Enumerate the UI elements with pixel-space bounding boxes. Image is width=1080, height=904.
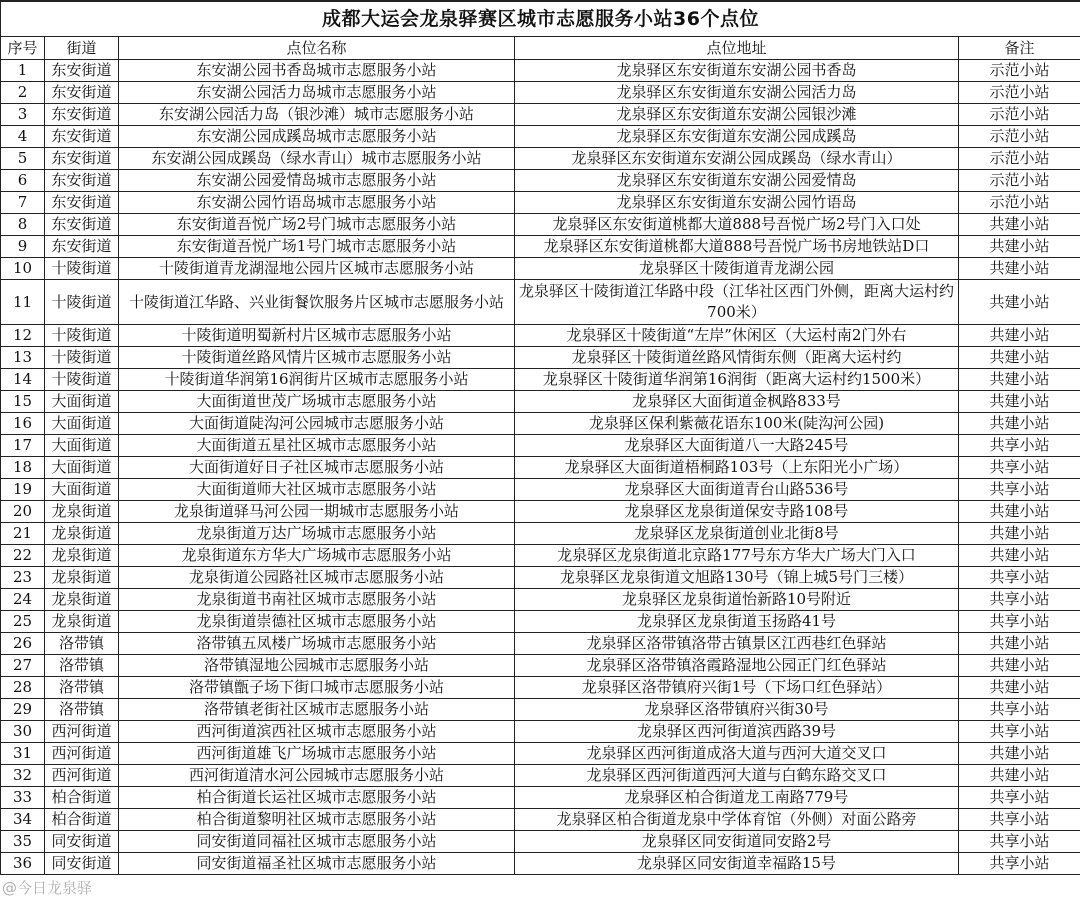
- cell-note: 共建小站: [959, 743, 1080, 765]
- cell-address: 龙泉驿区大面街道金枫路833号: [515, 391, 959, 413]
- cell-note: 示范小站: [959, 126, 1080, 148]
- cell-street: 十陵街道: [45, 369, 119, 391]
- cell-address: 龙泉驿区十陵街道丝路风情街东侧（距离大运村约: [515, 347, 959, 369]
- cell-station-name: 龙泉街道驿马河公园一期城市志愿服务小站: [119, 501, 515, 523]
- cell-address: 龙泉驿区龙泉街道文旭路130号（锦上城5号门三楼）: [515, 567, 959, 589]
- table-row: [1, 170, 1080, 192]
- cell-address: 龙泉驿区洛带镇洛带古镇景区江西巷红色驿站: [515, 633, 959, 655]
- table-row: [1, 523, 1080, 545]
- cell-address: 龙泉驿区西河街道西河大道与白鹤东路交叉口: [515, 765, 959, 787]
- cell-station-name: 西河街道雄飞广场城市志愿服务小站: [119, 743, 515, 765]
- table-row: [1, 347, 1080, 369]
- cell-index: 17: [1, 435, 45, 457]
- cell-note: 共享小站: [959, 589, 1080, 611]
- table-row: [1, 435, 1080, 457]
- cell-station-name: 东安湖公园活力岛（银沙滩）城市志愿服务小站: [119, 104, 515, 126]
- cell-street: 柏合街道: [45, 787, 119, 809]
- table-row: [1, 148, 1080, 170]
- table-row: [1, 479, 1080, 501]
- cell-index: 3: [1, 104, 45, 126]
- cell-note: 示范小站: [959, 170, 1080, 192]
- cell-street: 东安街道: [45, 236, 119, 258]
- cell-note: 共建小站: [959, 280, 1080, 325]
- cell-address: 龙泉驿区东安街道东安湖公园爱情岛: [515, 170, 959, 192]
- cell-station-name: 龙泉街道东方华大广场城市志愿服务小站: [119, 545, 515, 567]
- table-row: [1, 82, 1080, 104]
- cell-station-name: 西河街道滨西社区城市志愿服务小站: [119, 721, 515, 743]
- table-title: 成都大运会龙泉驿赛区城市志愿服务小站36个点位: [1, 1, 1080, 37]
- cell-station-name: 东安湖公园成蹊岛城市志愿服务小站: [119, 126, 515, 148]
- table-row: [1, 743, 1080, 765]
- cell-index: 34: [1, 809, 45, 831]
- table-row: [1, 633, 1080, 655]
- title-row: [1, 1, 1080, 37]
- table-row: [1, 567, 1080, 589]
- cell-station-name: 柏合街道长运社区城市志愿服务小站: [119, 787, 515, 809]
- cell-index: 14: [1, 369, 45, 391]
- cell-station-name: 大面街道世茂广场城市志愿服务小站: [119, 391, 515, 413]
- cell-note: 共建小站: [959, 501, 1080, 523]
- table-row: [1, 236, 1080, 258]
- cell-index: 29: [1, 699, 45, 721]
- table-row: [1, 545, 1080, 567]
- cell-index: 10: [1, 258, 45, 280]
- cell-street: 同安街道: [45, 831, 119, 853]
- cell-index: 33: [1, 787, 45, 809]
- cell-note: 共建小站: [959, 677, 1080, 699]
- table-row: [1, 60, 1080, 82]
- cell-station-name: 洛带镇老街社区城市志愿服务小站: [119, 699, 515, 721]
- cell-index: 18: [1, 457, 45, 479]
- table-row: [1, 765, 1080, 787]
- cell-note: 共建小站: [959, 347, 1080, 369]
- table-row: [1, 655, 1080, 677]
- cell-station-name: 大面街道好日子社区城市志愿服务小站: [119, 457, 515, 479]
- cell-note: 共建小站: [959, 325, 1080, 347]
- cell-street: 洛带镇: [45, 677, 119, 699]
- table-row: [1, 589, 1080, 611]
- table-row: [1, 457, 1080, 479]
- cell-street: 龙泉街道: [45, 523, 119, 545]
- cell-station-name: 同安街道同福社区城市志愿服务小站: [119, 831, 515, 853]
- cell-station-name: 大面街道陡沟河公园城市志愿服务小站: [119, 413, 515, 435]
- cell-address: 龙泉驿区东安街道东安湖公园书香岛: [515, 60, 959, 82]
- cell-address: 龙泉驿区东安街道东安湖公园银沙滩: [515, 104, 959, 126]
- cell-station-name: 十陵街道丝路风情片区城市志愿服务小站: [119, 347, 515, 369]
- cell-note: 共建小站: [959, 545, 1080, 567]
- cell-index: 1: [1, 60, 45, 82]
- table-row: [1, 699, 1080, 721]
- cell-station-name: 十陵街道江华路、兴业街餐饮服务片区城市志愿服务小站: [119, 280, 515, 325]
- cell-address: 龙泉驿区十陵街道青龙湖公园: [515, 258, 959, 280]
- cell-street: 大面街道: [45, 413, 119, 435]
- cell-note: 共享小站: [959, 457, 1080, 479]
- cell-index: 27: [1, 655, 45, 677]
- cell-index: 7: [1, 192, 45, 214]
- cell-station-name: 大面街道五星社区城市志愿服务小站: [119, 435, 515, 457]
- cell-index: 20: [1, 501, 45, 523]
- cell-note: 共享小站: [959, 721, 1080, 743]
- cell-note: 共享小站: [959, 611, 1080, 633]
- cell-address: 龙泉驿区洛带镇府兴街1号（下场口红色驿站）: [515, 677, 959, 699]
- cell-note: 示范小站: [959, 82, 1080, 104]
- table-row: [1, 611, 1080, 633]
- table-row: [1, 853, 1080, 875]
- cell-note: 共建小站: [959, 633, 1080, 655]
- cell-station-name: 洛带镇五凤楼广场城市志愿服务小站: [119, 633, 515, 655]
- cell-street: 十陵街道: [45, 347, 119, 369]
- column-header-index: 序号: [1, 37, 45, 60]
- cell-address: 龙泉驿区洛带镇府兴街30号: [515, 699, 959, 721]
- cell-note: 共享小站: [959, 831, 1080, 853]
- table-row: [1, 280, 1080, 325]
- cell-address: 龙泉驿区柏合街道龙泉中学体育馆（外侧）对面公路旁: [515, 809, 959, 831]
- table-row: [1, 104, 1080, 126]
- cell-street: 西河街道: [45, 743, 119, 765]
- cell-index: 28: [1, 677, 45, 699]
- cell-address: 龙泉驿区东安街道东安湖公园竹语岛: [515, 192, 959, 214]
- cell-station-name: 柏合街道黎明社区城市志愿服务小站: [119, 809, 515, 831]
- cell-address: 龙泉驿区十陵街道华润第16润街（距离大运村约1500米）: [515, 369, 959, 391]
- table-row: [1, 258, 1080, 280]
- cell-address: 龙泉驿区西河街道滨西路39号: [515, 721, 959, 743]
- cell-index: 30: [1, 721, 45, 743]
- cell-index: 36: [1, 853, 45, 875]
- cell-index: 8: [1, 214, 45, 236]
- table-row: [1, 413, 1080, 435]
- table-row: [1, 325, 1080, 347]
- cell-station-name: 龙泉街道公园路社区城市志愿服务小站: [119, 567, 515, 589]
- cell-index: 22: [1, 545, 45, 567]
- cell-station-name: 龙泉街道崇德社区城市志愿服务小站: [119, 611, 515, 633]
- cell-address: 龙泉驿区东安街道东安湖公园成蹊岛（绿水青山）: [515, 148, 959, 170]
- cell-street: 东安街道: [45, 82, 119, 104]
- cell-street: 大面街道: [45, 435, 119, 457]
- cell-note: 示范小站: [959, 60, 1080, 82]
- cell-index: 31: [1, 743, 45, 765]
- cell-station-name: 洛带镇湿地公园城市志愿服务小站: [119, 655, 515, 677]
- cell-index: 35: [1, 831, 45, 853]
- cell-station-name: 同安街道福圣社区城市志愿服务小站: [119, 853, 515, 875]
- table-row: [1, 809, 1080, 831]
- table-row: [1, 787, 1080, 809]
- cell-street: 东安街道: [45, 148, 119, 170]
- column-header-street: 街道: [45, 37, 119, 60]
- cell-note: 共享小站: [959, 787, 1080, 809]
- cell-street: 龙泉街道: [45, 611, 119, 633]
- cell-station-name: 龙泉街道万达广场城市志愿服务小站: [119, 523, 515, 545]
- cell-index: 2: [1, 82, 45, 104]
- cell-address: 龙泉驿区洛带镇洛霞路湿地公园正门红色驿站: [515, 655, 959, 677]
- cell-index: 16: [1, 413, 45, 435]
- cell-index: 13: [1, 347, 45, 369]
- cell-street: 柏合街道: [45, 809, 119, 831]
- cell-street: 洛带镇: [45, 655, 119, 677]
- cell-address: 龙泉驿区保利紫薇花语东100米(陡沟河公园): [515, 413, 959, 435]
- cell-note: 共享小站: [959, 479, 1080, 501]
- table-row: [1, 214, 1080, 236]
- watermark: @今日龙泉驿: [2, 879, 93, 897]
- cell-street: 西河街道: [45, 765, 119, 787]
- cell-address: 龙泉驿区龙泉街道保安寺路108号: [515, 501, 959, 523]
- cell-note: 共建小站: [959, 391, 1080, 413]
- cell-station-name: 东安街道吾悦广场2号门城市志愿服务小站: [119, 214, 515, 236]
- cell-station-name: 东安湖公园活力岛城市志愿服务小站: [119, 82, 515, 104]
- cell-street: 十陵街道: [45, 325, 119, 347]
- cell-note: 共建小站: [959, 214, 1080, 236]
- table-body: [1, 60, 1080, 875]
- cell-note: 共享小站: [959, 809, 1080, 831]
- cell-street: 龙泉街道: [45, 589, 119, 611]
- cell-street: 十陵街道: [45, 258, 119, 280]
- cell-note: 共建小站: [959, 655, 1080, 677]
- table-row: [1, 677, 1080, 699]
- column-header-station-name: 点位名称: [119, 37, 515, 60]
- cell-street: 洛带镇: [45, 633, 119, 655]
- cell-index: 21: [1, 523, 45, 545]
- cell-address: 龙泉驿区东安街道桃都大道888号吾悦广场2号门入口处: [515, 214, 959, 236]
- cell-street: 东安街道: [45, 104, 119, 126]
- cell-note: 共享小站: [959, 699, 1080, 721]
- cell-index: 6: [1, 170, 45, 192]
- cell-address: 龙泉驿区十陵街道江华路中段（江华社区西门外侧，距离大运村约700米）: [515, 280, 959, 325]
- table-row: [1, 192, 1080, 214]
- cell-index: 32: [1, 765, 45, 787]
- cell-note: 示范小站: [959, 104, 1080, 126]
- cell-street: 东安街道: [45, 214, 119, 236]
- cell-index: 26: [1, 633, 45, 655]
- column-header-note: 备注: [959, 37, 1080, 60]
- cell-street: 大面街道: [45, 457, 119, 479]
- cell-index: 15: [1, 391, 45, 413]
- cell-index: 4: [1, 126, 45, 148]
- cell-note: 示范小站: [959, 148, 1080, 170]
- cell-street: 龙泉街道: [45, 501, 119, 523]
- cell-street: 龙泉街道: [45, 567, 119, 589]
- cell-address: 龙泉驿区龙泉街道北京路177号东方华大广场大门入口: [515, 545, 959, 567]
- column-header-address: 点位地址: [515, 37, 959, 60]
- cell-index: 19: [1, 479, 45, 501]
- cell-address: 龙泉驿区大面街道青台山路536号: [515, 479, 959, 501]
- cell-station-name: 十陵街道青龙湖湿地公园片区城市志愿服务小站: [119, 258, 515, 280]
- cell-street: 大面街道: [45, 391, 119, 413]
- cell-note: 共建小站: [959, 369, 1080, 391]
- cell-station-name: 东安湖公园成蹊岛（绿水青山）城市志愿服务小站: [119, 148, 515, 170]
- header-row: [1, 37, 1080, 60]
- cell-station-name: 十陵街道华润第16润街片区城市志愿服务小站: [119, 369, 515, 391]
- cell-station-name: 西河街道清水河公园城市志愿服务小站: [119, 765, 515, 787]
- cell-street: 十陵街道: [45, 280, 119, 325]
- cell-address: 龙泉驿区柏合街道龙工南路779号: [515, 787, 959, 809]
- table-row: [1, 831, 1080, 853]
- cell-station-name: 东安湖公园爱情岛城市志愿服务小站: [119, 170, 515, 192]
- cell-station-name: 洛带镇甑子场下街口城市志愿服务小站: [119, 677, 515, 699]
- cell-station-name: 东安街道吾悦广场1号门城市志愿服务小站: [119, 236, 515, 258]
- cell-address: 龙泉驿区龙泉街道玉扬路41号: [515, 611, 959, 633]
- table-row: [1, 126, 1080, 148]
- cell-address: 龙泉驿区同安街道同安路2号: [515, 831, 959, 853]
- cell-address: 龙泉驿区东安街道东安湖公园活力岛: [515, 82, 959, 104]
- cell-station-name: 东安湖公园书香岛城市志愿服务小站: [119, 60, 515, 82]
- table-row: [1, 369, 1080, 391]
- cell-note: 共建小站: [959, 258, 1080, 280]
- cell-address: 龙泉驿区西河街道成洛大道与西河大道交叉口: [515, 743, 959, 765]
- cell-address: 龙泉驿区大面街道八一大路245号: [515, 435, 959, 457]
- cell-station-name: 东安湖公园竹语岛城市志愿服务小站: [119, 192, 515, 214]
- cell-street: 西河街道: [45, 721, 119, 743]
- cell-street: 洛带镇: [45, 699, 119, 721]
- cell-note: 共建小站: [959, 765, 1080, 787]
- cell-street: 东安街道: [45, 192, 119, 214]
- cell-index: 5: [1, 148, 45, 170]
- cell-street: 大面街道: [45, 479, 119, 501]
- cell-address: 龙泉驿区十陵街道“左岸”休闲区（大运村南2门外右: [515, 325, 959, 347]
- cell-index: 24: [1, 589, 45, 611]
- cell-address: 龙泉驿区东安街道桃都大道888号吾悦广场书房地铁站D口: [515, 236, 959, 258]
- cell-street: 龙泉街道: [45, 545, 119, 567]
- cell-street: 东安街道: [45, 60, 119, 82]
- cell-note: 共享小站: [959, 853, 1080, 875]
- cell-index: 23: [1, 567, 45, 589]
- table-row: [1, 721, 1080, 743]
- cell-street: 东安街道: [45, 170, 119, 192]
- table-row: [1, 391, 1080, 413]
- table-row: [1, 501, 1080, 523]
- cell-note: 共建小站: [959, 523, 1080, 545]
- cell-index: 11: [1, 280, 45, 325]
- cell-station-name: 大面街道师大社区城市志愿服务小站: [119, 479, 515, 501]
- cell-note: 共享小站: [959, 435, 1080, 457]
- cell-note: 共建小站: [959, 413, 1080, 435]
- cell-address: 龙泉驿区同安街道幸福路15号: [515, 853, 959, 875]
- cell-address: 龙泉驿区大面街道梧桐路103号（上东阳光小广场）: [515, 457, 959, 479]
- cell-station-name: 十陵街道明蜀新村片区城市志愿服务小站: [119, 325, 515, 347]
- cell-address: 龙泉驿区龙泉街道怡新路10号附近: [515, 589, 959, 611]
- cell-station-name: 龙泉街道书南社区城市志愿服务小站: [119, 589, 515, 611]
- cell-index: 9: [1, 236, 45, 258]
- cell-street: 同安街道: [45, 853, 119, 875]
- cell-note: 共建小站: [959, 236, 1080, 258]
- cell-address: 龙泉驿区东安街道东安湖公园成蹊岛: [515, 126, 959, 148]
- cell-address: 龙泉驿区龙泉街道创业北街8号: [515, 523, 959, 545]
- cell-index: 25: [1, 611, 45, 633]
- cell-index: 12: [1, 325, 45, 347]
- cell-note: 共享小站: [959, 567, 1080, 589]
- cell-note: 示范小站: [959, 192, 1080, 214]
- cell-street: 东安街道: [45, 126, 119, 148]
